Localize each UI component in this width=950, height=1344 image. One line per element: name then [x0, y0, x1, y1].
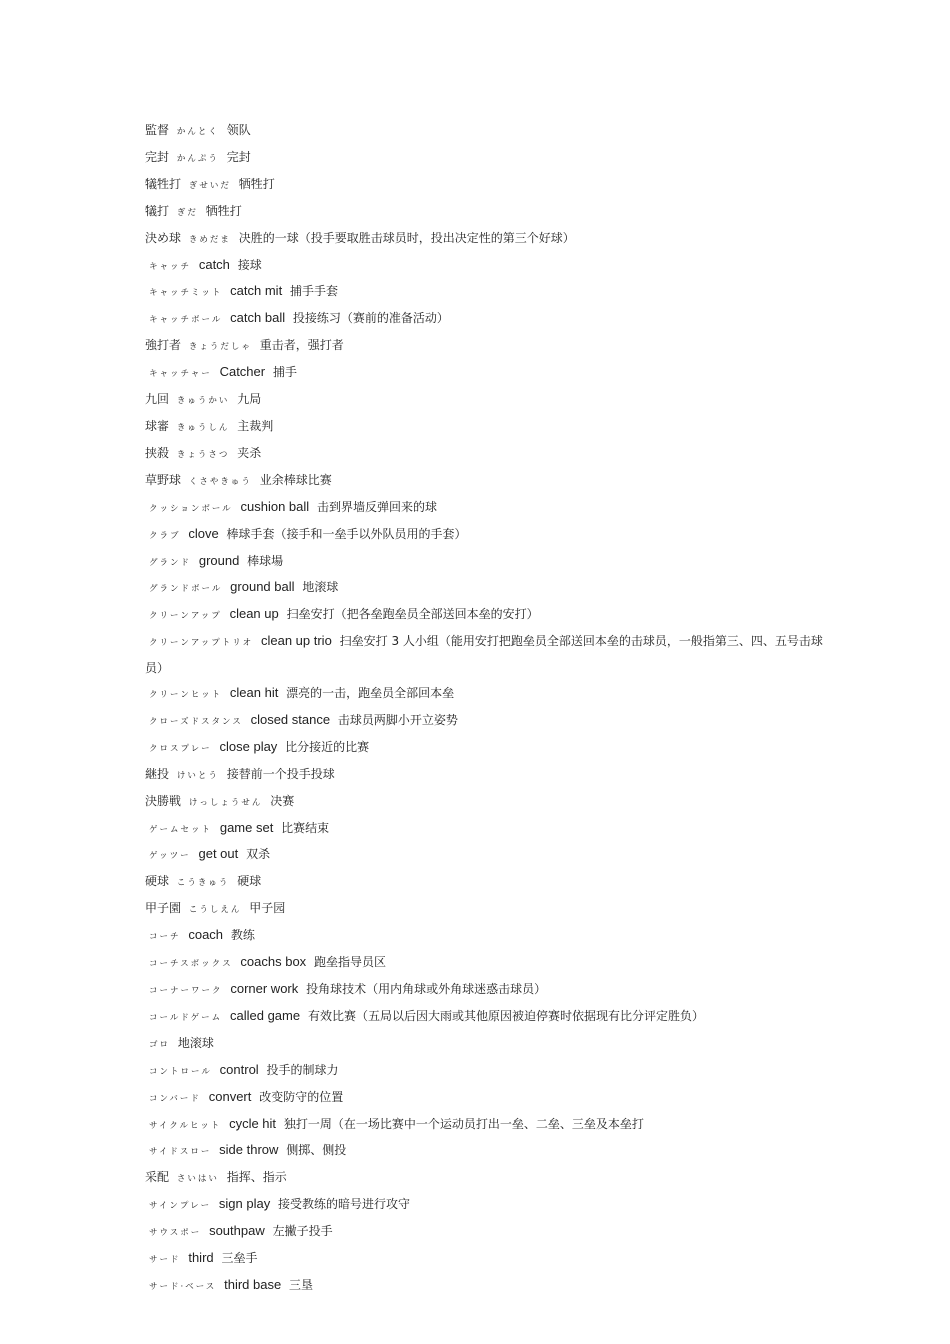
- glossary-list: [145, 118, 825, 1300]
- entry-cn: 牺牲打: [205, 203, 242, 218]
- entry-term: 九回: [145, 392, 170, 407]
- entry-cn: 投手的制球力: [266, 1062, 339, 1077]
- entry-term: 硬球: [145, 874, 170, 889]
- glossary-entry: [145, 1192, 825, 1219]
- entry-cn: 接替前一个投手投球: [226, 766, 335, 781]
- entry-cn: 棒球手套（接手和一垒手以外队员用的手套）: [226, 526, 467, 541]
- entry-term: 采配: [145, 1170, 170, 1185]
- entry-kana: コントロール: [149, 1066, 212, 1077]
- glossary-entry: [145, 1004, 825, 1031]
- entry-en: side throw: [219, 1142, 279, 1158]
- entry-en: coach: [188, 927, 224, 943]
- entry-en: third base: [224, 1276, 282, 1292]
- entry-kana: クラブ: [149, 530, 181, 541]
- entry-cn: 捕手手套: [290, 284, 339, 299]
- glossary-entry: [145, 681, 825, 708]
- entry-kana: クリーンヒット: [149, 690, 223, 701]
- entry-kana: サインプレー: [149, 1201, 212, 1212]
- glossary-entry: [145, 1165, 825, 1192]
- entry-kana: きめだま: [188, 234, 231, 245]
- entry-cn: 地滚球: [177, 1035, 214, 1050]
- entry-cn: 业余棒球比赛: [259, 472, 332, 487]
- entry-cn: 地滚球: [302, 580, 339, 595]
- glossary-entry: [145, 1219, 825, 1246]
- entry-cn: 改变防守的位置: [259, 1089, 344, 1104]
- glossary-entry: [145, 629, 825, 681]
- entry-en: convert: [208, 1088, 252, 1104]
- entry-kana: さいはい: [176, 1174, 219, 1185]
- glossary-entry: [145, 522, 825, 549]
- entry-kana: けっしょうせん: [188, 797, 263, 808]
- glossary-entry: [145, 1138, 825, 1165]
- entry-kana: サード: [149, 1255, 181, 1266]
- entry-en: clean up trio: [260, 633, 332, 649]
- entry-term: 決勝戦: [145, 793, 182, 808]
- entry-en: close play: [219, 738, 278, 754]
- entry-cn: 捕手: [272, 365, 297, 380]
- glossary-entry: [145, 1273, 825, 1300]
- glossary-entry: [145, 468, 825, 495]
- glossary-entry: [145, 842, 825, 869]
- entry-kana: くさやきゅう: [188, 476, 252, 487]
- entry-cn: 棒球場: [247, 553, 284, 568]
- entry-kana: ゲッツー: [149, 851, 191, 862]
- entry-kana: きゅうしん: [176, 422, 230, 433]
- entry-kana: コンバード: [149, 1093, 201, 1104]
- entry-en: clean up: [229, 606, 279, 622]
- entry-cn: 漂亮的一击，跑垒员全部回本垒: [286, 686, 455, 701]
- entry-cn: 接球: [237, 257, 262, 272]
- entry-kana: サード·ベース: [149, 1281, 217, 1292]
- entry-kana: クロスプレー: [149, 743, 212, 754]
- entry-en: game set: [219, 819, 274, 835]
- entry-en: catch ball: [230, 310, 286, 326]
- entry-kana: グランド: [149, 557, 192, 568]
- glossary-entry: [145, 414, 825, 441]
- entry-cn: 投角球技术（用内角球或外角球迷惑击球员）: [306, 982, 547, 996]
- entry-en: corner work: [230, 981, 299, 996]
- entry-kana: クローズドスタンス: [149, 716, 243, 727]
- entry-cn: 三垦: [289, 1277, 314, 1292]
- entry-kana: グランドボール: [149, 584, 223, 595]
- entry-term: 球審: [145, 418, 170, 433]
- entry-term: 犠打: [145, 203, 170, 218]
- glossary-entry: [145, 441, 825, 468]
- glossary-entry: [145, 977, 825, 1004]
- entry-cn: 投接练习（赛前的准备活动）: [292, 311, 449, 326]
- entry-en: coachs box: [240, 954, 307, 970]
- entry-cn: 硬球: [237, 874, 262, 889]
- entry-kana: クッションボール: [149, 503, 233, 514]
- entry-kana: かんとく: [176, 127, 219, 137]
- entry-kana: クリーンアップ: [149, 611, 222, 622]
- glossary-entry: [145, 549, 825, 576]
- entry-cn: 教练: [230, 928, 255, 943]
- glossary-entry: [145, 172, 825, 199]
- entry-kana: コーナーワーク: [149, 986, 223, 996]
- entry-kana: キャッチボール: [149, 315, 223, 326]
- entry-kana: コールドゲーム: [149, 1012, 223, 1023]
- entry-kana: ゴロ: [149, 1039, 171, 1050]
- glossary-entry: [145, 1031, 825, 1058]
- glossary-entry: [145, 602, 825, 629]
- glossary-entry: [145, 387, 825, 414]
- glossary-entry: [145, 360, 825, 387]
- entry-kana: きょうだしゃ: [188, 342, 252, 353]
- entry-cn: 主裁判: [237, 418, 274, 433]
- glossary-entry: [145, 253, 825, 280]
- entry-term: 強打者: [145, 338, 182, 353]
- entry-en: ground ball: [230, 579, 295, 595]
- glossary-entry: [145, 226, 825, 253]
- entry-cn: 决胜的一球（投手要取胜击球员时，投出决定性的第三个好球）: [238, 230, 575, 245]
- entry-cn: 三垒手: [221, 1251, 258, 1266]
- glossary-entry: [145, 145, 825, 172]
- entry-kana: キャッチャー: [149, 369, 212, 380]
- entry-cn: 比赛结束: [281, 820, 330, 835]
- entry-cn: 独打一周（在一场比赛中一个运动员打出一垒、二垒、三垒及本垒打: [283, 1116, 644, 1131]
- entry-cn: 接受教练的暗号进行攻守: [278, 1197, 411, 1212]
- entry-cn: 扫垒安打（把各垒跑垒员全部送回本垒的安打）: [286, 607, 539, 622]
- entry-term: 草野球: [145, 472, 182, 487]
- entry-cn: 双杀: [246, 847, 271, 862]
- entry-cn: 牺牲打: [238, 176, 275, 191]
- entry-cn: 甲子园: [249, 901, 286, 916]
- entry-kana: サウスポー: [149, 1228, 202, 1239]
- entry-en: catch mit: [230, 283, 283, 299]
- entry-cn: 侧掷、侧投: [286, 1143, 347, 1158]
- glossary-entry: [145, 950, 825, 977]
- entry-cn: 夹杀: [237, 445, 262, 460]
- entry-cn: 击球员两脚小开立姿势: [337, 712, 458, 727]
- entry-kana: こうきゅう: [176, 878, 230, 889]
- entry-en: clean hit: [229, 685, 279, 701]
- entry-kana: ぎせいだ: [188, 180, 231, 191]
- entry-en: closed stance: [250, 711, 331, 727]
- entry-kana: ゲームセット: [149, 824, 213, 835]
- entry-kana: キャッチミット: [149, 288, 223, 299]
- glossary-entry: [145, 816, 825, 843]
- entry-kana: クリーンアップトリオ: [149, 638, 254, 649]
- entry-en: get out: [198, 846, 239, 862]
- entry-kana: けいとう: [176, 770, 219, 781]
- glossary-entry: [145, 896, 825, 923]
- entry-kana: サイクルヒット: [149, 1120, 222, 1131]
- entry-cn: 九局: [237, 392, 262, 407]
- entry-term: 監督: [145, 123, 170, 137]
- entry-cn: 完封: [226, 149, 251, 164]
- glossary-entry: [145, 735, 825, 762]
- entry-kana: きゅうかい: [176, 396, 230, 407]
- glossary-entry: [145, 1085, 825, 1112]
- entry-kana: コーチ: [149, 932, 181, 943]
- entry-cn: 重击者，强打者: [259, 338, 344, 353]
- entry-cn: 扫垒安打 3 人小组（能用安打把跑垒员全部送回本垒的击球员，一般指第三、四、五号击球员）: [145, 634, 823, 676]
- entry-en: catch: [198, 256, 230, 272]
- entry-kana: きょうさつ: [176, 449, 230, 460]
- entry-term: 完封: [145, 149, 170, 164]
- glossary-entry: [145, 1246, 825, 1273]
- entry-en: clove: [188, 525, 219, 541]
- glossary-entry: [145, 1112, 825, 1139]
- glossary-entry: [145, 333, 825, 360]
- entry-cn: 有效比赛（五局以后因大雨或其他原因被迫停赛时依据现有比分评定胜负）: [307, 1008, 704, 1023]
- glossary-entry: [145, 575, 825, 602]
- entry-cn: 跑垒指导员区: [314, 955, 387, 970]
- entry-kana: サイドスロー: [149, 1147, 212, 1158]
- glossary-entry: [145, 279, 825, 306]
- entry-cn: 击到界墙反弹回来的球: [316, 499, 437, 514]
- glossary-entry: [145, 789, 825, 816]
- entry-term: 犠牲打: [145, 176, 182, 191]
- entry-term: 決め球: [145, 230, 182, 245]
- entry-en: southpaw: [209, 1223, 265, 1239]
- glossary-entry: [145, 306, 825, 333]
- entry-en: sign play: [218, 1196, 271, 1212]
- entry-cn: 指挥、指示: [226, 1170, 287, 1185]
- entry-cn: 比分接近的比赛: [285, 739, 370, 754]
- glossary-entry: [145, 495, 825, 522]
- entry-en: cycle hit: [229, 1115, 277, 1131]
- entry-term: 挟殺: [145, 445, 170, 460]
- entry-en: ground: [198, 552, 240, 568]
- glossary-entry: [145, 1058, 825, 1085]
- glossary-entry: [145, 199, 825, 226]
- entry-kana: こうしえん: [188, 905, 242, 916]
- glossary-entry: [145, 118, 825, 145]
- entry-term: 継投: [145, 766, 170, 781]
- entry-en: control: [219, 1061, 259, 1077]
- entry-cn: 决赛: [270, 793, 295, 808]
- glossary-entry: [145, 762, 825, 789]
- entry-cn: 左撇子投手: [272, 1224, 333, 1239]
- glossary-entry: [145, 869, 825, 896]
- glossary-entry: [145, 923, 825, 950]
- entry-cn: 领队: [226, 123, 251, 137]
- entry-kana: ぎだ: [176, 207, 198, 218]
- entry-kana: かんぷう: [176, 153, 219, 164]
- entry-en: called game: [230, 1007, 301, 1023]
- entry-kana: キャッチ: [149, 261, 192, 272]
- glossary-entry: [145, 708, 825, 735]
- entry-en: cushion ball: [240, 498, 310, 514]
- entry-kana: コーチスボックス: [149, 959, 233, 970]
- entry-en: Catcher: [219, 364, 266, 380]
- entry-en: third: [188, 1250, 214, 1266]
- entry-term: 甲子園: [145, 901, 182, 916]
